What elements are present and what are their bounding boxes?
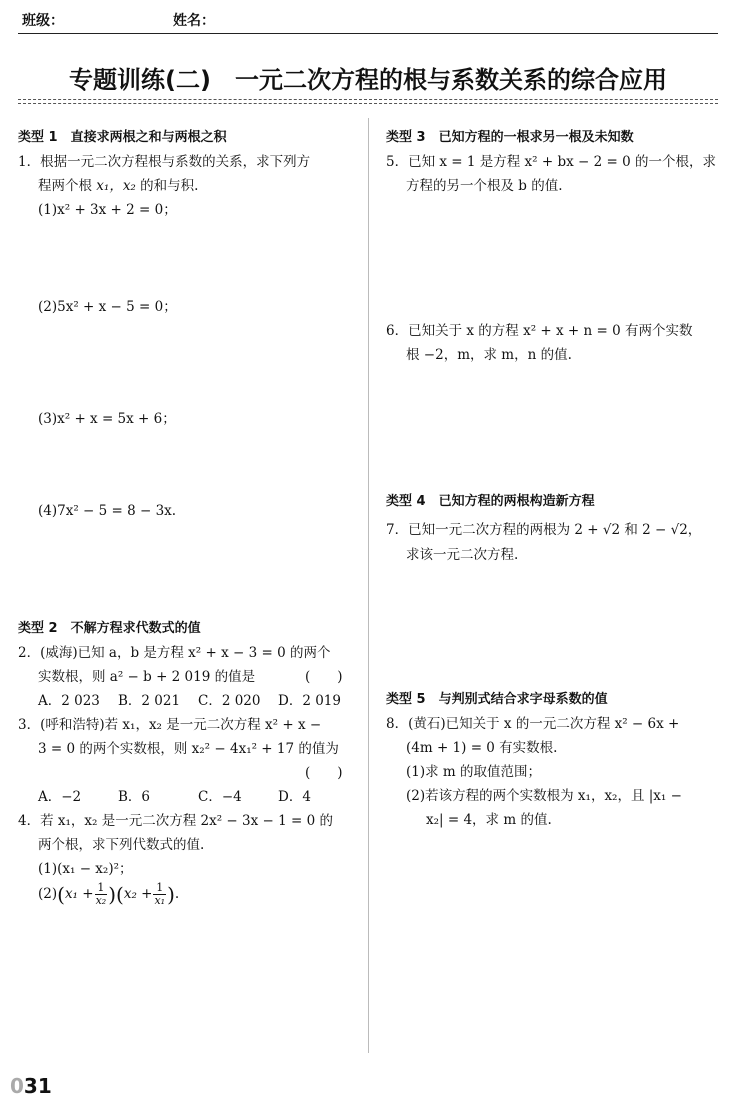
q7-line2: 求该一元二次方程. <box>406 547 519 563</box>
q1-roots: x₁，x₂ <box>96 178 136 194</box>
q1-line1: 1．根据一元二次方程根与系数的关系，求下列方 <box>18 154 311 170</box>
q4-sub2-prefix: (2) <box>38 886 58 902</box>
section-heading-type1: 类型 1 直接求两根之和与两根之积 <box>18 130 227 145</box>
q8-line2: (4m + 1) = 0 有实数根. <box>406 740 558 756</box>
q1-sub2: (2)5x² + x − 5 = 0； <box>38 299 177 315</box>
q2-line2: 实数根，则 a² − b + 2 019 的值是 <box>38 669 256 685</box>
header-underline <box>18 33 718 34</box>
section-heading-type4: 类型 4 已知方程的两根构造新方程 <box>386 494 595 509</box>
page-number-rest: 31 <box>23 1074 52 1098</box>
name-label: 姓名： <box>173 13 215 29</box>
fraction-1-denominator: x₂ <box>95 894 107 907</box>
q1-sub4: (4)7x² − 5 = 8 − 3x. <box>38 503 177 519</box>
section-heading-type3: 类型 3 已知方程的一根求另一根及未知数 <box>386 130 634 145</box>
q3-option-a: A．−2 <box>38 789 82 805</box>
q1-line2 <box>38 174 198 194</box>
q1-line2-a: 程两个根 <box>38 178 97 194</box>
q2-option-c: C．2 020 <box>198 693 261 709</box>
q2-option-a: A．2 023 <box>38 693 100 709</box>
q5-line1: 5．已知 x = 1 是方程 x² + bx − 2 = 0 的一个根，求 <box>386 154 716 170</box>
q8-sub1: (1)求 m 的取值范围； <box>406 764 542 780</box>
header-bar <box>0 0 733 34</box>
q4-sub2-term-a: x₁ + <box>64 886 94 902</box>
q4-line2: 两个根，求下列代数式的值. <box>38 837 205 853</box>
q2-line1: 2．(威海)已知 a，b 是方程 x² + x − 3 = 0 的两个 <box>18 645 331 661</box>
q8-sub2-line1: (2)若该方程的两个实数根为 x₁，x₂，且 |x₁ − <box>406 788 682 804</box>
q4-line1: 4．若 x₁，x₂ 是一元二次方程 2x² − 3x − 1 = 0 的 <box>18 813 333 829</box>
q4-sub1: (1)(x₁ − x₂)²； <box>38 861 133 877</box>
q3-answer-bracket: ( ) <box>305 765 343 781</box>
q1-line2-b: 的和与积. <box>135 178 199 194</box>
q7-line1: 7．已知一元二次方程的两根为 2 + √2 和 2 − √2， <box>386 522 702 538</box>
q2-option-d: D．2 019 <box>278 693 341 709</box>
paren-open-2: ( <box>116 882 124 907</box>
fraction-2-numerator: 1 <box>153 882 166 895</box>
column-divider <box>368 118 369 1053</box>
title-divider <box>18 99 718 104</box>
section-heading-type5: 类型 5 与判别式结合求字母系数的值 <box>386 692 608 707</box>
q1-sub3: (3)x² + x = 5x + 6； <box>38 411 176 427</box>
q3-option-b: B．6 <box>118 789 151 805</box>
q3-option-d: D．4 <box>278 789 311 805</box>
q2-answer-bracket: ( ) <box>305 669 343 685</box>
q2-option-b: B．2 021 <box>118 693 181 709</box>
q8-line1: 8．(黄石)已知关于 x 的一元二次方程 x² − 6x + <box>386 716 680 732</box>
page-number-zero: 0 <box>10 1074 24 1098</box>
q3-option-c: C．−4 <box>198 789 242 805</box>
q6-line1: 6．已知关于 x 的方程 x² + x + n = 0 有两个实数 <box>386 323 693 339</box>
q1-sub1: (1)x² + 3x + 2 = 0； <box>38 202 177 218</box>
q3-line2: 3 = 0 的两个实数根，则 x₂² − 4x₁² + 17 的值为 <box>38 741 339 757</box>
q3-line1: 3．(呼和浩特)若 x₁，x₂ 是一元二次方程 x² + x − <box>18 717 322 733</box>
q4-sub2-term-b: x₂ + <box>123 886 153 902</box>
class-label: 班级： <box>22 13 64 29</box>
paren-open-1: ( <box>57 882 65 907</box>
fraction-1 <box>95 882 108 907</box>
page-title: 专题训练(二) 一元二次方程的根与系数关系的综合应用 <box>69 66 667 94</box>
q4-sub2-end: . <box>174 886 180 902</box>
q8-sub2-line2: x₂| = 4，求 m 的值. <box>426 812 552 828</box>
paren-close-2: ) <box>167 882 175 907</box>
q5-line2: 方程的另一个根及 b 的值. <box>406 178 563 194</box>
section-heading-type2: 类型 2 不解方程求代数式的值 <box>18 621 201 636</box>
fraction-1-numerator: 1 <box>95 882 108 895</box>
page-number <box>10 1074 52 1098</box>
paren-close-1: ) <box>108 882 117 907</box>
fraction-2 <box>153 882 166 907</box>
fraction-2-denominator: x₁ <box>154 894 166 907</box>
q4-sub2 <box>38 882 179 907</box>
q6-line2: 根 −2，m，求 m，n 的值. <box>406 347 572 363</box>
